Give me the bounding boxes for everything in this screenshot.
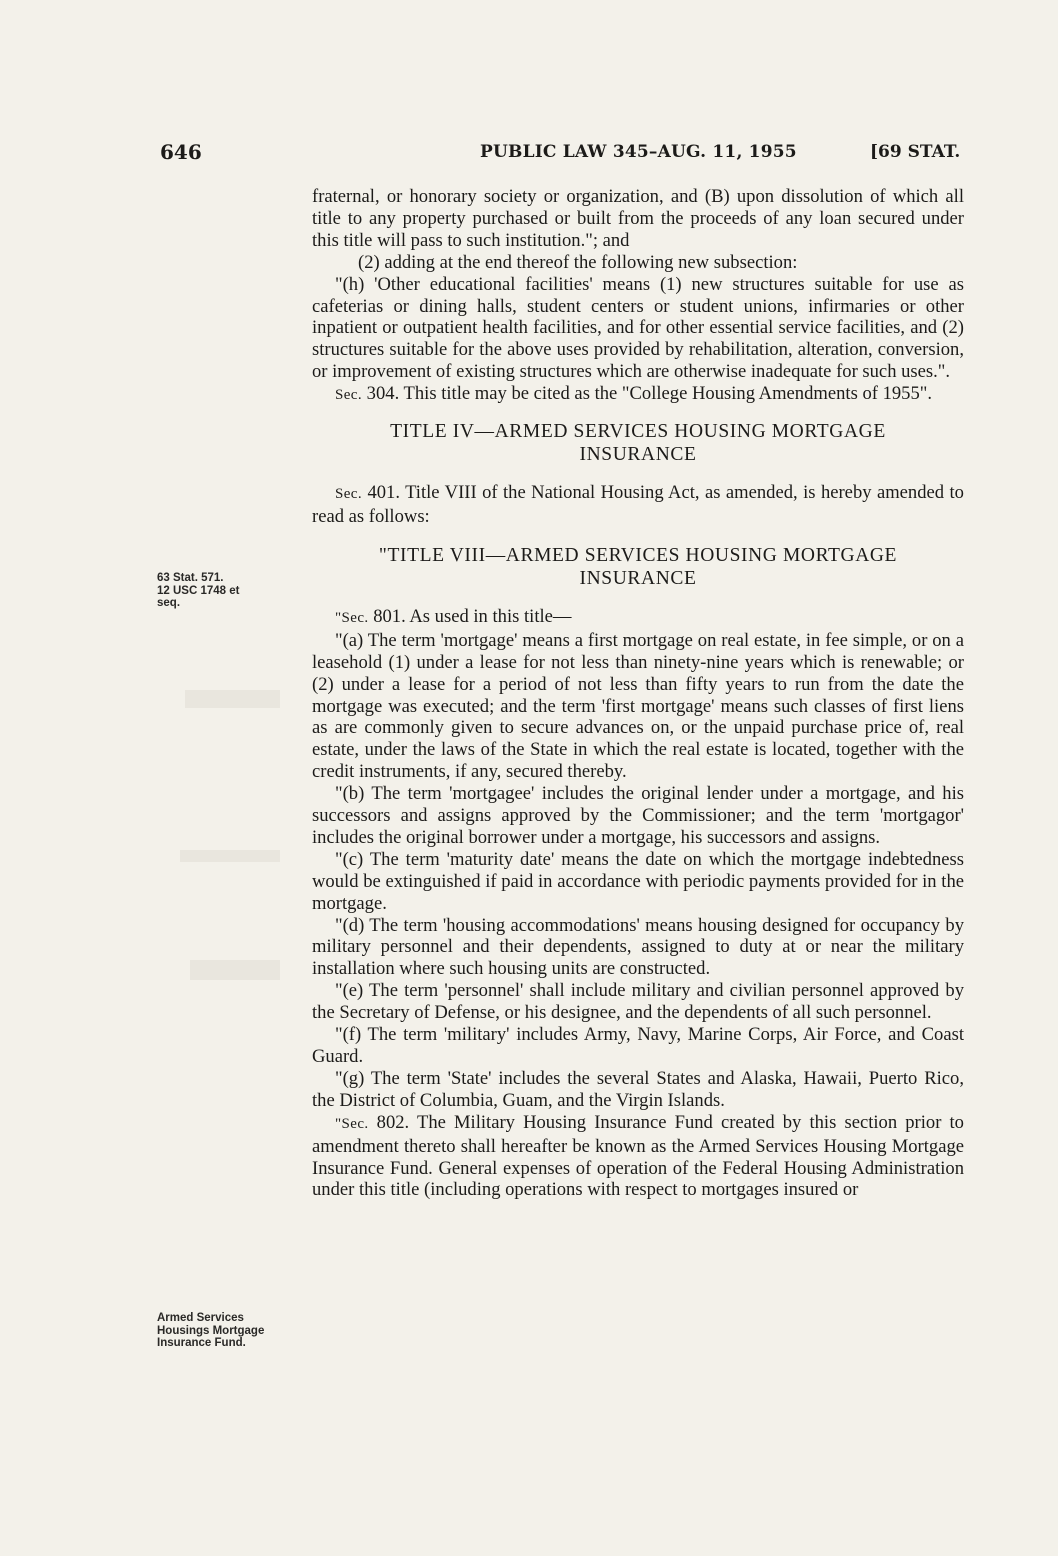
- bleed-through-mark: [190, 960, 280, 980]
- bleed-through-mark: [185, 690, 280, 708]
- section-text: 802. The Military Housing Insurance Fund created by this section prior to amendment thereto shall hereafter be known as the Armed Services Housing Mortgage Insurance Fund. General expenses of operation of the Federal Housing Administration under this title (including operations with respect to mortgages insured or: [312, 1111, 964, 1201]
- bleed-through-mark: [180, 850, 280, 862]
- paragraph: "(c) The term 'maturity date' means the date on which the mortgage indebtedness would be extinguished if paid in accordance with periodic payments provided for in the mortgage.: [312, 848, 964, 914]
- margin-note-line: 63 Stat. 571.: [157, 572, 224, 584]
- section-label: "Sec.: [335, 1115, 369, 1132]
- body-text: [312, 186, 964, 1201]
- margin-note-line: Insurance Fund.: [157, 1337, 246, 1349]
- section-label: Sec.: [335, 486, 363, 503]
- heading-line: INSURANCE: [579, 444, 697, 466]
- margin-note-line: seq.: [157, 597, 181, 609]
- heading-line: "TITLE VIII—ARMED SERVICES HOUSING MORTGAGE: [378, 544, 898, 566]
- title-viii-heading: [312, 544, 964, 590]
- paragraph: "(a) The term 'mortgage' means a first mortgage on real estate, in fee simple, or on a leasehold (1) under a lease for not less than ninety-nine years which is renewable; or (2) under a lease for a period of not less than fifty years to run from the date the mortgage was executed; and the term 'first mortgage' means such classes of first liens as are commonly given to secure advances on, or the unpaid purchase price of, real estate, under the laws of the State in which the real estate is located, together with the credit instruments, if any, secured thereby.: [312, 629, 964, 783]
- paragraph: "(d) The term 'housing accommodations' means housing designed for occupancy by military personnel and their dependents, assigned to duty at or near the military installation where such housing units are constructed.: [312, 914, 964, 980]
- page-number: 646: [160, 140, 202, 164]
- paragraph: [312, 606, 964, 630]
- section-label: "Sec.: [335, 609, 369, 626]
- title-iv-heading: [312, 420, 964, 466]
- margin-note-line: Housings Mortgage: [157, 1324, 265, 1337]
- section-label: Sec.: [335, 387, 363, 404]
- paragraph: "(h) 'Other educational facilities' means (1) new structures suitable for use as cafeterias or dining halls, student centers or student unions, infirmaries or other inpatient or outpatient health facilities, and for other essential service facilities, and (2) structures suitable for the above uses provided by rehabilitation, alteration, conversion, or improvement of existing structures which are otherwise inadequate for such uses.".: [312, 273, 964, 383]
- running-title: PUBLIC LAW 345–AUG. 11, 1955: [480, 142, 797, 162]
- paragraph: "(e) The term 'personnel' shall include military and civilian personnel approved by the Secretary of Defense, or his designee, and the dependents of all such personnel.: [312, 980, 964, 1024]
- paragraph: "(g) The term 'State' includes the several States and Alaska, Hawaii, Puerto Rico, the District of Columbia, Guam, and the Virgin Islands.: [312, 1067, 964, 1111]
- margin-note-citation: [157, 572, 297, 610]
- heading-line: INSURANCE: [579, 567, 697, 589]
- paragraph: "(b) The term 'mortgagee' includes the original lender under a mortgage, and his successors and assigns approved by the Commissioner; and the term 'mortgagor' includes the original borrower under a mortgage, his successors and assigns.: [312, 783, 964, 848]
- paragraph: (2) adding at the end thereof the following new subsection:: [358, 251, 798, 273]
- margin-note-line: Armed Services: [157, 1312, 244, 1324]
- section-text: 401. Title VIII of the National Housing Act, as amended, is hereby amended to read as follows:: [312, 482, 964, 527]
- heading-line: TITLE IV—ARMED SERVICES HOUSING MORTGAGE: [390, 421, 886, 443]
- page-header: [160, 140, 1000, 170]
- paragraph: fraternal, or honorary society or organization, and (B) upon dissolution of which all title to any property purchased or built from the proceeds of any loan secured under this title will pass to such institution."; and: [312, 186, 964, 251]
- section-text: 801. As used in this title—: [373, 605, 572, 627]
- margin-note-line: 12 USC 1748 et: [157, 584, 240, 597]
- paragraph: "(f) The term 'military' includes Army, Navy, Marine Corps, Air Force, and Coast Guard.: [312, 1024, 964, 1067]
- margin-note-fund: [157, 1312, 297, 1350]
- paragraph: [312, 383, 964, 407]
- paragraph: [312, 482, 964, 528]
- paragraph: [312, 1112, 964, 1202]
- volume-citation: [69 STAT.: [870, 142, 961, 162]
- section-text: 304. This title may be cited as the "College Housing Amendments of 1955".: [366, 383, 933, 405]
